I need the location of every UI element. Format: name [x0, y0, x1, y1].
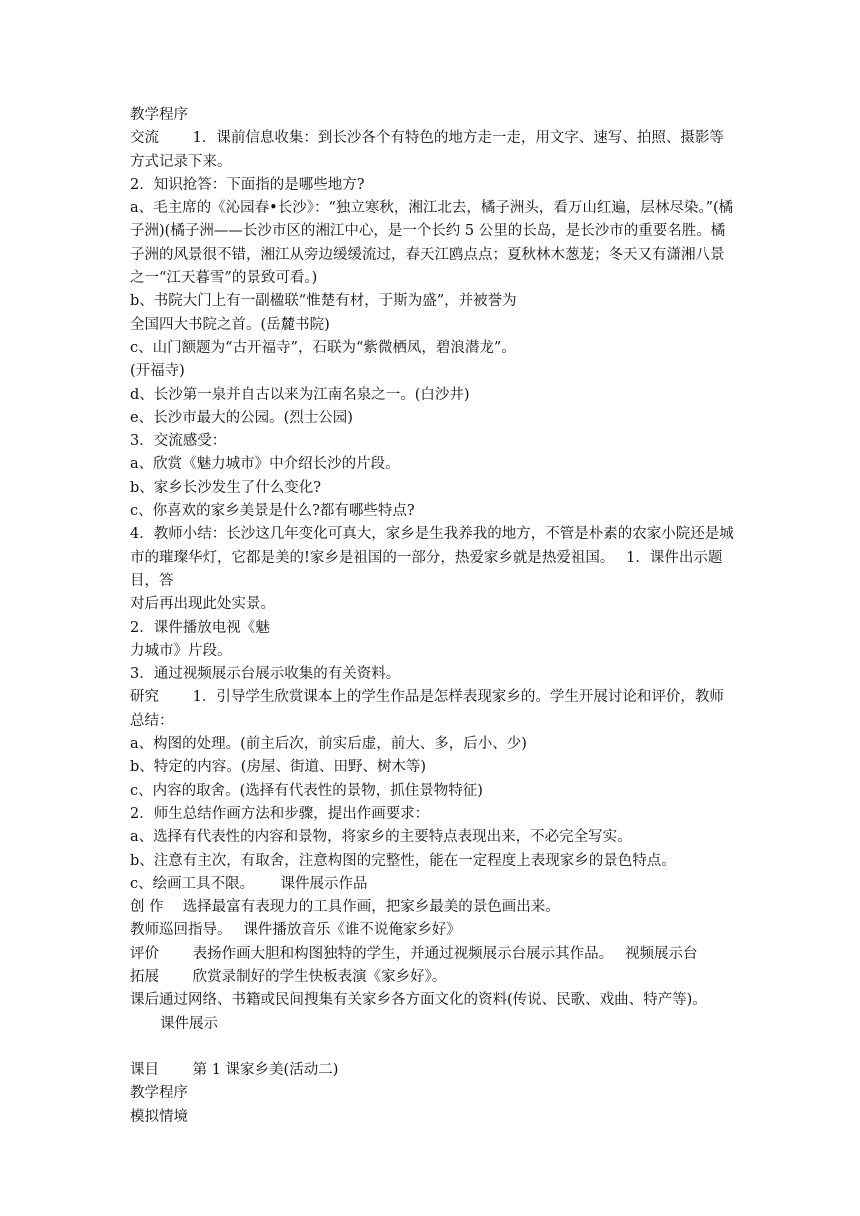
text-line: 课目 第 1 课家乡美(活动二)	[130, 1062, 339, 1079]
text-line: c、你喜欢的家乡美景是什么?都有哪些特点?	[130, 503, 415, 520]
text-line: 课后通过网络、书籍或民间搜集有关家乡各方面文化的资料(传说、民歌、戏曲、特产等)。	[130, 992, 707, 1009]
document-body	[130, 104, 734, 1129]
text-line: b、注意有主次，有取舍，注意构图的完整性，能在一定程度上表现家乡的景色特点。	[130, 852, 676, 869]
text-line: 2．知识抢答：下面指的是哪些地方?	[130, 176, 365, 193]
blank-line	[130, 1036, 734, 1059]
text-line: 力城市》片段。	[130, 642, 232, 659]
text-line: b、家乡长沙发生了什么变化?	[130, 479, 322, 496]
text-line: 教学程序	[130, 107, 188, 123]
text-line: c、绘画工具不限。 课件展示作品	[130, 875, 368, 892]
text-line: b、特定的内容。(房屋、街道、田野、树木等)	[130, 759, 427, 776]
text-line: 全国四大书院之首。(岳麓书院)	[130, 316, 330, 333]
text-line: 创 作 选择最富有表现力的工具作画，把家乡最美的景色画出来。	[130, 899, 560, 916]
text-line: 教师巡回指导。 课件播放音乐《谁不说俺家乡好》	[130, 922, 461, 939]
text-line: e、长沙市最大的公园。(烈士公园)	[130, 409, 353, 426]
text-line: 对后再出现此处实景。	[130, 596, 275, 613]
text-line: 教学程序	[130, 1085, 188, 1102]
text-line: a、选择有代表性的内容和景物，将家乡的主要特点表现出来，不必完全写实。	[130, 829, 632, 846]
text-line: 交流 1．课前信息收集：到长沙各个有特色的地方走一走，用文字、速写、拍照、摄影等方式记录下来。	[130, 130, 724, 170]
text-line: a、构图的处理。(前主后次，前实后虚，前大、多，后小、少)	[130, 736, 527, 753]
text-line: 评价 表扬作画大胆和构图独特的学生，并通过视频展示台展示其作品。 视频展示台	[130, 945, 698, 962]
text-line: 模拟情境	[130, 1108, 188, 1125]
text-line: 课件展示	[160, 1015, 218, 1032]
text-line: 拓展 欣赏录制好的学生快板表演《家乡好》。	[130, 968, 447, 985]
text-line: 4．教师小结：长沙这几年变化可真大，家乡是生我养我的地方，不管是朴素的农家小院还是城市的璀璨华灯，它都是美的!家乡是祖国的一部分，热爱家乡就是热爱祖国。 1．课件出示题目，答	[130, 526, 734, 589]
text-line: d、长沙第一泉并自古以来为江南名泉之一。(白沙井)	[130, 386, 470, 403]
text-line: 3．交流感受：	[130, 433, 227, 450]
text-line: c、内容的取舍。(选择有代表性的景物，抓住景物特征)	[130, 782, 483, 799]
text-line: b、书院大门上有一副楹联“惟楚有材，于斯为盛”，并被誉为	[130, 293, 517, 310]
text-line: c、山门额题为“古开福寺”，石联为“紫微栖凤，碧浪潜龙”。	[130, 339, 516, 356]
text-line: 研究 1．引导学生欣赏课本上的学生作品是怎样表现家乡的。学生开展讨论和评价，教师总结：	[130, 689, 724, 729]
text-line: (开福寺)	[130, 363, 185, 380]
text-line: 2．师生总结作画方法和步骤，提出作画要求：	[130, 805, 430, 822]
text-line: 3．通过视频展示台展示收集的有关资料。	[130, 666, 401, 683]
text-line: 2．课件播放电视《魅	[130, 619, 270, 636]
text-line: a、欣赏《魅力城市》中介绍长沙的片段。	[130, 456, 400, 473]
text-line: a、毛主席的《沁园春•长沙》：“独立寒秋，湘江北去，橘子洲头，看万山红遍，层林尽染。”(橘子洲)(橘子洲——长沙市区的湘江中心，是一个长约 5 公里的长岛，是长沙市的重要名胜。橘子洲的风景很不错，湘江从旁边缓缓流过，春天江鸥点点；夏秋林木葱茏；冬天又有潇湘八景之一“江天暮雪”的景致可看。)	[130, 200, 734, 287]
